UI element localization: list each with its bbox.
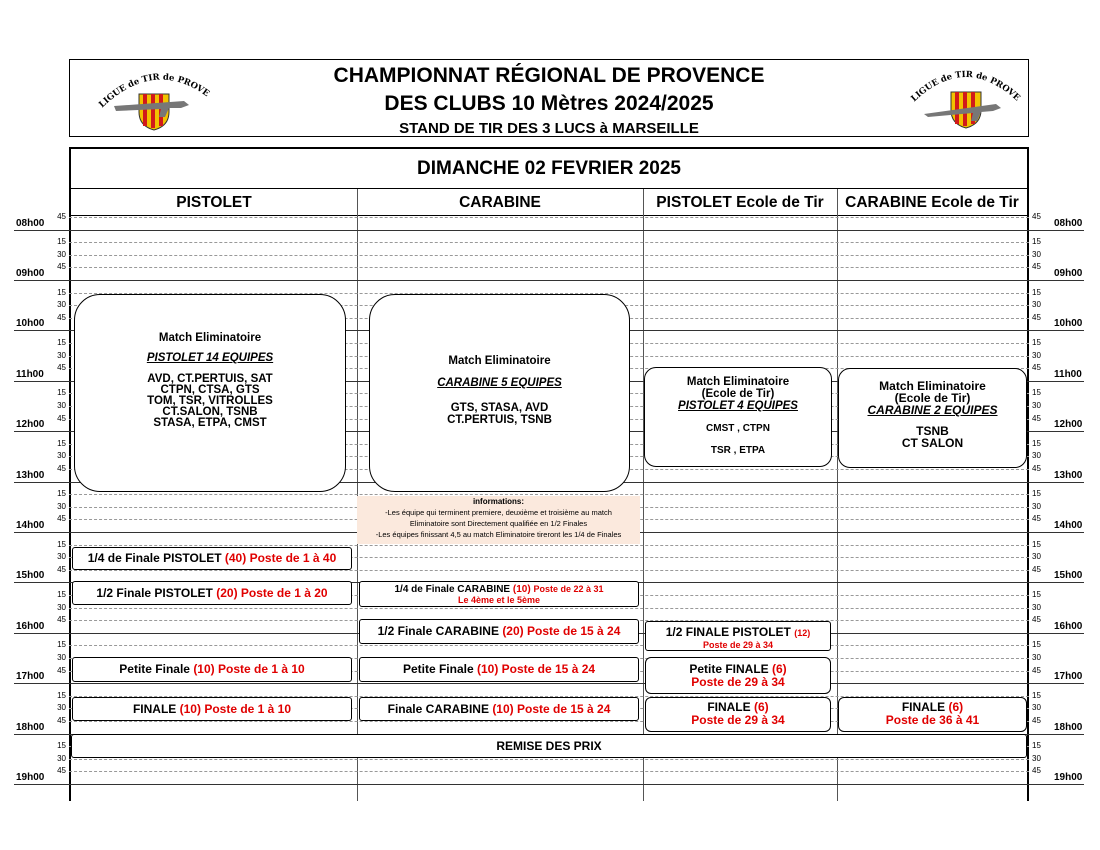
event-label: FINALE [901,700,946,714]
event-label: Petite FINALE [689,662,769,676]
event-title: (Ecole de Tir) [701,388,775,400]
event-finale-pistolet-ecole [645,697,831,732]
hour-label: 12h00 [1054,419,1083,431]
team-line: CMST , CTPN [706,423,770,434]
league-logo-right [906,66,1026,132]
info-line: -Les équipes finissant 4,5 au match Eliminatoire tireront les 1/4 de Finales [375,530,622,539]
event-label: 1/2 Finale PISTOLET [96,586,213,600]
quarter-label: 15 [1032,489,1041,499]
hour-label: 18h00 [16,721,45,733]
quarter-label: 30 [1032,753,1041,763]
event-title: Match Eliminatoire [686,376,790,388]
quarter-label: 30 [57,350,66,360]
event-detail: Poste de 22 à 31 [533,584,604,594]
quarter-label: 15 [1032,237,1041,247]
event-label: REMISE DES PRIX [496,739,602,753]
quarter-label: 45 [57,665,66,675]
quarter-label: 30 [1032,703,1041,713]
quarter-label: 45 [57,262,66,272]
quarter-label: 15 [1032,388,1041,398]
event-detail: (10) Poste de 1 à 10 [193,662,305,676]
hour-label: 15h00 [16,570,45,582]
quarter-label: 45 [1032,312,1041,322]
event-detail: (10) Poste de 15 à 24 [476,662,596,676]
quarter-line [69,255,1029,256]
hour-label: 16h00 [1054,620,1083,632]
quarter-label: 15 [57,287,66,297]
event-finale-pistolet [72,697,352,721]
event-detail: (10) [512,584,531,595]
event-demi-finale-carabine [359,619,639,644]
event-label: Petite Finale [402,662,474,676]
quarter-line [69,217,1029,218]
quarter-label: 30 [57,401,66,410]
hour-label: 08h00 [1054,217,1083,229]
team-line: CT.PERTUIS, TSNB [447,414,552,426]
quarter-label: 45 [1032,665,1041,675]
event-detail: Poste de 36 à 41 [885,713,980,727]
quarter-label: 30 [57,703,66,713]
event-carabine-ecole-elimination [838,368,1027,468]
quarter-label: 15 [1032,741,1041,751]
hour-label: 13h00 [16,469,45,481]
quarter-label: 30 [57,753,66,763]
quarter-label: 30 [57,300,66,310]
event-finale-carabine [359,697,639,721]
team-line: TOM, TSR, VITROLLES [147,395,273,407]
column-header-pistolet-ecole: PISTOLET Ecole de Tir [643,189,837,216]
team-line: CT.SALON, TSNB [162,406,258,418]
hour-label: 12h00 [16,419,45,431]
event-label: Petite Finale [119,662,190,676]
event-detail: (6) [948,700,964,714]
quarter-label: 15 [1032,438,1041,448]
event-note: Le 4ème et le 5ème [457,595,541,605]
hour-label: 11h00 [1054,368,1082,380]
quarter-line [69,242,1029,243]
quarter-label: 30 [57,602,66,612]
team-line: STASA, ETPA, CMST [153,417,267,429]
quarter-label: 45 [57,464,66,473]
quarter-label: 15 [1032,690,1041,700]
quarter-label: 15 [57,741,66,751]
quarter-label: 45 [1032,514,1041,524]
quarter-label: 30 [1032,300,1041,310]
event-petite-finale-carabine [359,657,639,682]
event-label: 1/2 Finale CARABINE [377,624,499,638]
quarter-label: 30 [1032,653,1041,662]
hour-label: 11h00 [16,368,44,380]
quarter-label: 30 [1032,350,1041,360]
hour-line [14,683,1084,684]
logo-text: LIGUE de TIR de PROVE [97,72,212,111]
team-line: TSNB [916,424,949,438]
event-subtitle: PISTOLET 14 EQUIPES [146,352,274,364]
event-carabine-elimination [369,294,630,492]
event-remise-des-prix [71,734,1027,758]
quarter-label: 30 [1032,451,1041,461]
event-subtitle: PISTOLET 4 EQUIPES [678,400,798,412]
quarter-line [69,759,1029,760]
quarter-label: 30 [57,501,66,511]
quarter-label: 45 [1032,212,1041,221]
event-petite-finale-pistolet [72,657,352,682]
hour-label: 15h00 [1054,570,1083,582]
event-petite-finale-pistolet-ecole [645,657,831,694]
info-line: Eliminatoire sont Directement qualifiée en 1/2 Finales [409,519,588,528]
quarter-label: 45 [57,716,66,725]
event-label: 1/2 FINALE PISTOLET [665,625,791,639]
quarter-label: 15 [1032,539,1041,549]
event-demi-finale-pistolet [72,581,352,605]
column-header-carabine: CARABINE [357,189,643,216]
event-subtitle: CARABINE 5 EQUIPES [437,377,562,389]
quarter-label: 30 [1032,602,1041,612]
team-line: TSR , ETPA [710,445,766,456]
hour-label: 10h00 [1054,318,1083,330]
info-note [357,496,640,544]
quarter-label: 45 [1032,464,1041,473]
title-line-3: STAND DE TIR DES 3 LUCS à MARSEILLE [399,120,699,137]
event-pistolet-elimination [74,294,346,492]
quarter-label: 45 [1032,716,1041,725]
hour-label: 14h00 [16,520,45,531]
event-detail: (40) Poste de 1 à 40 [224,551,337,565]
title-line-2: DES CLUBS 10 Mètres 2024/2025 [384,92,714,115]
quarter-line [69,267,1029,268]
event-quart-finale-carabine [359,581,639,607]
quarter-label: 45 [57,564,66,574]
quarter-line [69,771,1029,772]
quarter-label: 45 [57,413,66,423]
event-detail: Poste de 29 à 34 [702,640,774,650]
info-line: -Les équipe qui terminent premiere, deuxième et troisième au match [385,508,612,517]
quarter-label: 45 [1032,262,1041,272]
team-line: CTPN, CTSA, GTS [160,384,260,396]
quarter-label: 30 [57,451,66,461]
hour-label: 17h00 [16,671,45,683]
quarter-line [69,545,1029,546]
quarter-label: 15 [1032,590,1041,599]
hour-line [14,280,1084,281]
event-title: Match Eliminatoire [879,379,986,393]
quarter-label: 45 [1032,766,1041,776]
event-detail: (12) [794,628,811,638]
quarter-label: 45 [1032,363,1041,373]
event-label: 1/4 de Finale PISTOLET [87,551,222,565]
quarter-label: 45 [57,363,66,373]
event-detail: Poste de 29 à 34 [691,713,785,727]
quarter-label: 45 [57,766,66,776]
event-finale-carabine-ecole [838,697,1027,732]
info-title: informations: [472,497,525,506]
event-title: Match Eliminatoire [448,355,551,367]
event-detail: (6) [754,700,769,714]
column-header-carabine-ecole: CARABINE Ecole de Tir [837,189,1027,216]
event-label: Finale CARABINE [387,702,489,716]
quarter-label: 30 [1032,401,1041,410]
event-subtitle: CARABINE 2 EQUIPES [867,403,998,417]
quarter-label: 15 [57,539,66,549]
day-title: DIMANCHE 02 FEVRIER 2025 [71,149,1027,189]
quarter-label: 15 [57,338,66,347]
quarter-label: 15 [1032,640,1041,650]
event-title: (Ecole de Tir) [894,391,971,405]
quarter-label: 45 [1032,564,1041,574]
hour-label: 16h00 [16,620,45,632]
quarter-label: 15 [57,690,66,700]
column-header-pistolet: PISTOLET [71,189,357,216]
hour-label: 18h00 [1054,721,1083,733]
logo-text: LIGUE de TIR de PROVE [909,69,1022,105]
event-detail: (10) Poste de 15 à 24 [492,702,611,716]
hour-label: 19h00 [16,772,45,783]
event-detail: (20) Poste de 15 à 24 [502,624,621,638]
quarter-label: 45 [57,212,66,221]
quarter-label: 30 [57,552,66,562]
quarter-line [69,608,1029,609]
quarter-label: 15 [57,489,66,499]
hour-label: 13h00 [1054,469,1083,481]
hour-line [14,230,1084,231]
quarter-label: 30 [1032,552,1041,562]
hour-label: 09h00 [16,268,45,279]
hour-label: 19h00 [1054,772,1083,783]
quarter-label: 15 [1032,287,1041,297]
hour-label: 17h00 [1054,671,1083,683]
team-line: AVD, CT.PERTUIS, SAT [147,373,273,385]
quarter-label: 45 [1032,615,1041,625]
hour-label: 14h00 [1054,520,1083,531]
event-label: FINALE [132,702,180,716]
quarter-label: 15 [57,237,66,247]
quarter-label: 30 [1032,249,1041,259]
quarter-label: 15 [57,640,66,650]
event-detail: Poste de 29 à 34 [691,675,785,689]
quarter-label: 45 [57,615,66,625]
quarter-label: 30 [57,653,66,662]
quarter-label: 15 [1032,338,1041,347]
event-detail: (10) Poste de 1 à 10 [179,702,292,716]
title-line-1: CHAMPIONNAT RÉGIONAL DE PROVENCE [333,64,765,87]
team-line: CT SALON [901,436,964,450]
quarter-label: 30 [57,249,66,259]
event-detail: (6) [772,662,787,676]
event-label: FINALE [707,700,751,714]
hour-label: 09h00 [1054,268,1083,279]
team-line: GTS, STASA, AVD [450,402,549,414]
event-detail: (20) Poste de 1 à 20 [216,586,328,600]
header-box [69,59,1029,137]
quarter-label: 15 [57,590,66,599]
hour-label: 08h00 [16,217,45,229]
quarter-label: 30 [1032,501,1041,511]
quarter-label: 45 [57,514,66,524]
event-pistolet-ecole-elimination [644,367,832,467]
event-label: 1/4 de Finale CARABINE [394,584,511,595]
event-title: Match Eliminatoire [158,332,262,344]
quarter-label: 15 [57,388,66,398]
hour-line [14,784,1084,785]
event-demi-finale-pistolet-ecole [645,621,831,651]
quarter-label: 45 [1032,413,1041,423]
quarter-line [69,645,1029,646]
event-quart-finale-pistolet [72,547,352,570]
quarter-label: 45 [57,312,66,322]
hour-label: 10h00 [16,318,45,330]
quarter-label: 15 [57,438,66,448]
